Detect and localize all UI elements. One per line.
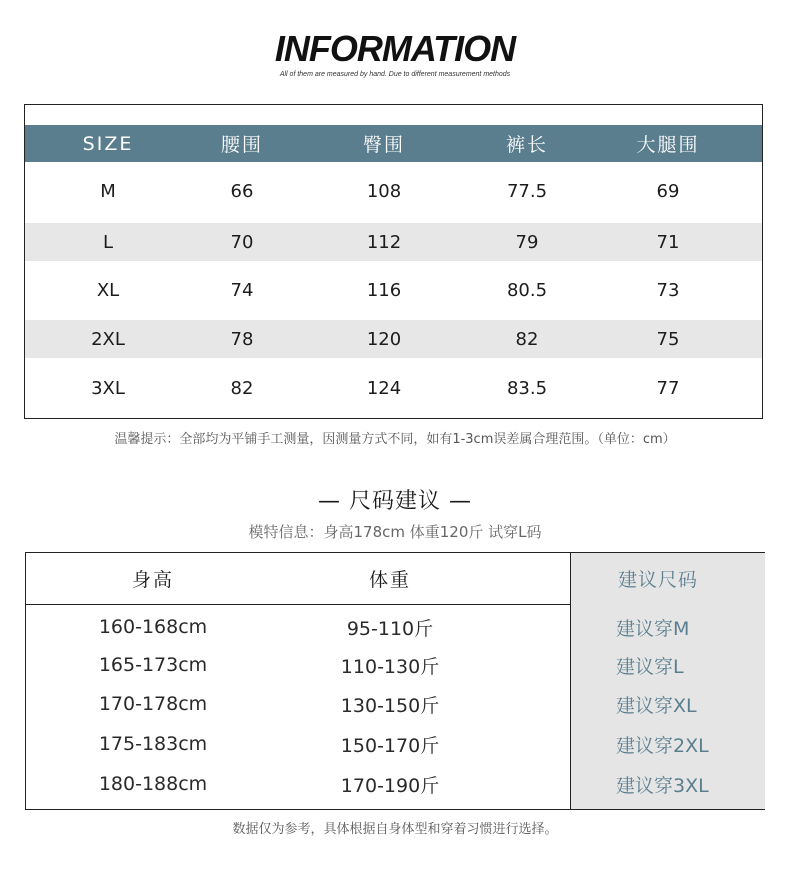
waist-cell: 70: [230, 231, 254, 253]
recommended-size-cell: 建议穿3XL: [616, 774, 709, 797]
table-row: [25, 223, 762, 261]
waist-cell: 82: [230, 377, 254, 399]
column-header-size: SIZE: [82, 132, 134, 155]
table-row: [25, 358, 762, 418]
recommended-size-cell: 建议穿M: [616, 617, 690, 640]
weight-cell: 170-190斤: [340, 774, 440, 797]
table-row: [25, 261, 762, 320]
model-info: 模特信息：身高178cm 体重120斤 试穿L码: [248, 523, 542, 541]
column-header-recommended-size: 建议尺码: [617, 569, 699, 591]
height-cell: 170-178cm: [98, 693, 208, 715]
hip-cell: 112: [366, 231, 402, 253]
table-row: [25, 320, 762, 358]
info-title: INFORMATION: [274, 28, 516, 69]
table-row: [25, 162, 762, 221]
recommendation-header: [26, 553, 764, 604]
hip-cell: 108: [366, 181, 402, 202]
size-cell: L: [102, 231, 114, 253]
thigh-cell: 69: [656, 181, 680, 202]
thigh-cell: 77: [656, 377, 680, 399]
thigh-cell: 73: [656, 280, 680, 301]
size-table-header: [25, 125, 762, 162]
thigh-cell: 71: [656, 231, 680, 253]
recommended-size-cell: 建议穿L: [616, 655, 684, 678]
size-cell: XL: [96, 280, 120, 301]
waist-cell: 78: [230, 328, 254, 350]
height-cell: 180-188cm: [98, 773, 208, 795]
size-cell: 3XL: [91, 377, 125, 399]
length-cell: 82: [515, 328, 539, 350]
weight-cell: 95-110斤: [346, 617, 434, 640]
length-cell: 79: [515, 231, 539, 253]
table-row: [26, 609, 764, 645]
table-row: [26, 647, 764, 683]
height-cell: 175-183cm: [98, 733, 208, 755]
column-header-weight: 体重: [368, 569, 412, 591]
table-row: [26, 686, 764, 722]
column-header-length: 裤长: [505, 134, 549, 156]
column-header-waist: 腰围: [220, 134, 264, 156]
size-table: [24, 104, 763, 419]
recommended-size-cell: 建议穿2XL: [616, 734, 709, 757]
header-divider: [26, 604, 570, 605]
table-row: [26, 766, 764, 802]
measurement-note: 温馨提示：全部均为平铺手工测量，因测量方式不同，如有1-3cm误差属合理范围。（单位：cm）: [114, 432, 676, 447]
height-cell: 160-168cm: [98, 616, 208, 638]
height-cell: 165-173cm: [98, 654, 208, 676]
reference-note: 数据仅为参考，具体根据自身体型和穿着习惯进行选择。: [232, 822, 558, 837]
hip-cell: 124: [366, 377, 402, 399]
weight-cell: 150-170斤: [340, 734, 440, 757]
recommended-size-cell: 建议穿XL: [616, 694, 697, 717]
waist-cell: 66: [230, 181, 254, 202]
info-subtitle: All of them are measured by hand. Due to different measurement methods: [279, 71, 511, 78]
column-header-thigh: 大腿围: [636, 134, 700, 156]
section-title: — 尺码建议 —: [318, 489, 472, 514]
waist-cell: 74: [230, 280, 254, 301]
length-cell: 77.5: [506, 181, 548, 202]
hip-cell: 116: [366, 280, 402, 301]
size-recommendation-table: [25, 552, 765, 810]
length-cell: 80.5: [506, 280, 548, 301]
column-header-height: 身高: [131, 569, 175, 591]
column-header-hip: 臀围: [362, 134, 406, 156]
weight-cell: 130-150斤: [340, 694, 440, 717]
table-row: [26, 726, 764, 762]
hip-cell: 120: [366, 328, 402, 350]
size-cell: 2XL: [91, 328, 125, 350]
weight-cell: 110-130斤: [340, 655, 440, 678]
size-cell: M: [100, 181, 116, 202]
length-cell: 83.5: [506, 377, 548, 399]
thigh-cell: 75: [656, 328, 680, 350]
